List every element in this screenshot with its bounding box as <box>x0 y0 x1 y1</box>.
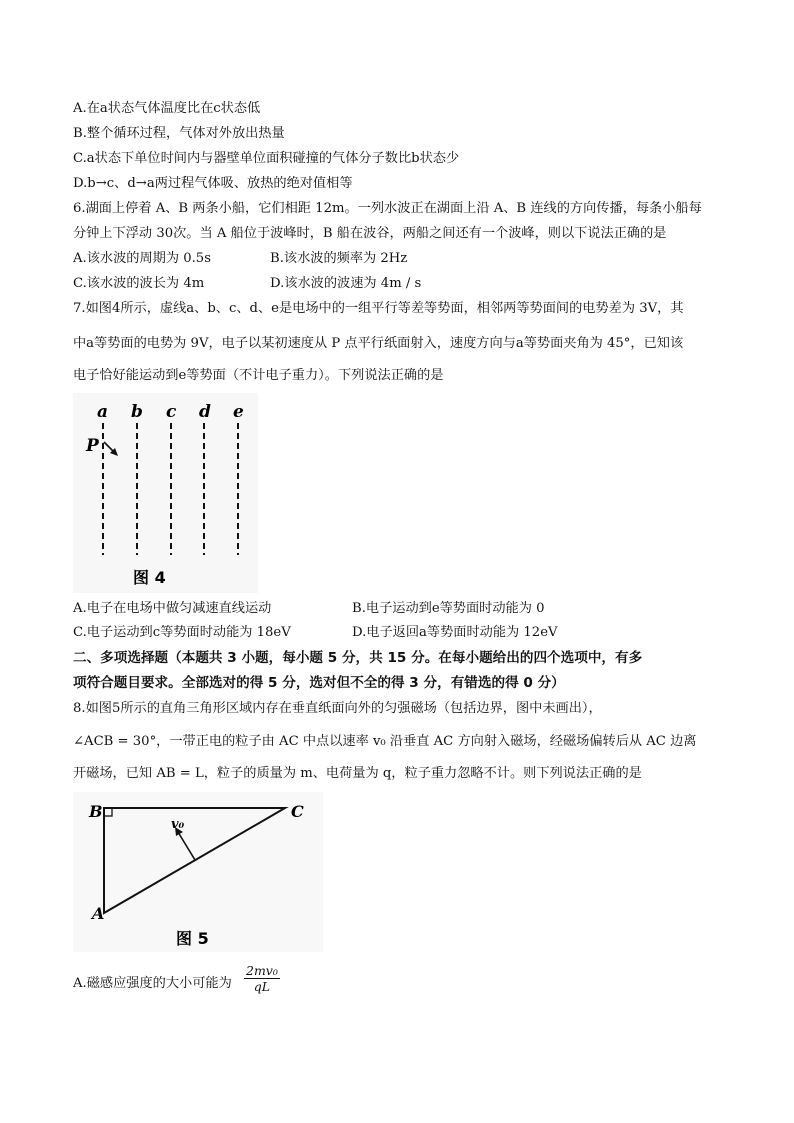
figure-4-label-a: a <box>97 402 109 422</box>
q7-option-d: D.电子返回a等势面时动能为 12eV <box>352 625 558 640</box>
fraction-denominator: qL <box>253 979 271 994</box>
q6-stem-line-1: 6.湖面上停着 A、B 两条小船，它们相距 12m。一列水波正在湖面上沿 A、B 连线的方向传播，每条小船每 <box>73 201 702 216</box>
vertex-a-label: A <box>92 904 105 923</box>
q6-option-d: D.该水波的波速为 4m / s <box>270 276 422 291</box>
q5-option-c: C.a状态下单位时间内与器壁单位面积碰撞的气体分子数比b状态少 <box>73 151 460 166</box>
q8-stem-line-1: 8.如图5所示的直角三角形区域内存在垂直纸面向外的匀强磁场（包括边界，图中未画出）， <box>73 701 602 716</box>
q6-stem-line-2: 分钟上下浮动 30次。当 A 船位于波峰时，B 船在波谷，两船之间还有一个波峰，则以下说法正确的是 <box>73 226 667 241</box>
q8-stem-line-2: ∠ACB = 30°，一带正电的粒子由 AC 中点以速率 v₀ 沿垂直 AC 方向射入磁场，经磁场偏转后从 AC 边离 <box>73 734 697 749</box>
q7-option-a: A.电子在电场中做匀减速直线运动 <box>73 601 272 616</box>
velocity-label: v₀ <box>171 817 185 832</box>
figure-4-label-e: e <box>233 402 244 422</box>
q7-stem-line-2: 中a等势面的电势为 9V，电子以某初速度从 P 点平行纸面射入，速度方向与a等势面夹角为 45°，已知该 <box>73 336 684 351</box>
section-2-heading-line-1: 二、多项选择题（本题共 3 小题，每小题 5 分，共 15 分。在每小题给出的四个选项中，有多 <box>73 650 643 666</box>
q6-option-a: A.该水波的周期为 0.5s <box>73 251 211 266</box>
figure-5 <box>73 792 323 952</box>
figure-4 <box>73 393 258 593</box>
figure-4-label-c: c <box>166 402 177 422</box>
section-2-heading-line-2: 项符合题目要求。全部选对的得 5 分，选对但不全的得 3 分，有错选的得 0 分） <box>73 675 565 691</box>
q7-stem-line-1: 7.如图4所示，虚线a、b、c、d、e是电场中的一组平行等差等势面，相邻两等势面间的电势差为 3V，其 <box>73 301 684 316</box>
q6-option-c: C.该水波的波长为 4m <box>73 276 205 291</box>
q7-option-c: C.电子运动到c等势面时动能为 18eV <box>73 625 291 640</box>
q6-option-b: B.该水波的频率为 2Hz <box>270 251 408 266</box>
q7-option-b: B.电子运动到e等势面时动能为 0 <box>352 601 545 616</box>
q7-stem-line-3: 电子恰好能运动到e等势面（不计电子重力）。下列说法正确的是 <box>73 368 444 383</box>
figure-4-label-b: b <box>131 402 143 422</box>
figure-4-caption: 图 4 <box>133 568 166 587</box>
q5-option-a: A.在a状态气体温度比在c状态低 <box>73 101 261 116</box>
q8-option-a-fraction <box>244 963 280 994</box>
figure-4-label-d: d <box>199 402 211 422</box>
vertex-c-label: C <box>291 802 304 821</box>
fraction-numerator: 2mv₀ <box>246 963 278 978</box>
figure-5-caption: 图 5 <box>176 929 209 948</box>
q5-option-d: D.b→c、d→a两过程气体吸、放热的绝对值相等 <box>73 176 353 191</box>
q8-option-a: A.磁感应强度的大小可能为 <box>73 976 232 991</box>
point-p-label: P <box>86 436 99 456</box>
vertex-b-label: B <box>89 802 103 821</box>
q5-option-b: B.整个循环过程，气体对外放出热量 <box>73 126 285 141</box>
q8-stem-line-3: 开磁场，已知 AB = L，粒子的质量为 m、电荷量为 q，粒子重力忽略不计。则下列说法正确的是 <box>73 766 642 781</box>
